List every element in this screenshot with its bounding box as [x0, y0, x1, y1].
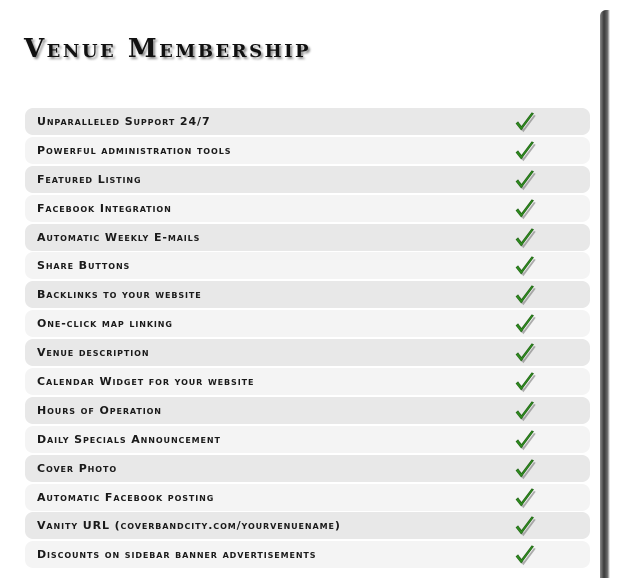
checkmark-icon [513, 514, 537, 538]
feature-label: Automatic Weekly E-mails [37, 230, 201, 244]
feature-label: Backlinks to your website [37, 288, 202, 302]
feature-row [25, 484, 590, 511]
feature-label: Calendar Widget for your website [37, 375, 255, 389]
panel-edge-shadow [600, 10, 610, 578]
feature-row [25, 166, 590, 193]
feature-row [25, 339, 590, 366]
feature-row [25, 137, 590, 164]
feature-label: Cover Photo [37, 461, 118, 475]
feature-row [25, 252, 590, 279]
feature-label: Discounts on sidebar banner advertisements [37, 548, 317, 562]
checkmark-icon [513, 312, 537, 336]
feature-row [25, 310, 590, 337]
checkmark-icon [513, 254, 537, 278]
feature-row [25, 541, 590, 568]
feature-label: Share Buttons [37, 259, 131, 273]
checkmark-icon [513, 543, 537, 567]
feature-row [25, 397, 590, 424]
feature-row [25, 368, 590, 395]
feature-label: Powerful administration tools [37, 143, 232, 157]
feature-label: Featured Listing [37, 172, 142, 186]
feature-row [25, 455, 590, 482]
checkmark-icon [513, 457, 537, 481]
feature-label: One-click map linking [37, 317, 173, 331]
checkmark-icon [513, 168, 537, 192]
feature-label: Unparalleled Support 24/7 [37, 115, 211, 128]
feature-row [25, 281, 590, 308]
feature-row [25, 195, 590, 222]
feature-row [25, 512, 590, 539]
feature-row [25, 108, 590, 135]
checkmark-icon [513, 428, 537, 452]
checkmark-icon [513, 370, 537, 394]
checkmark-icon [513, 139, 537, 163]
checkmark-icon [513, 341, 537, 365]
checkmark-icon [513, 226, 537, 250]
feature-label: Vanity URL (coverbandcity.com/yourvenuename) [37, 519, 341, 533]
checkmark-icon [513, 283, 537, 307]
feature-list [25, 108, 590, 570]
feature-label: Hours of Operation [37, 403, 162, 417]
feature-label: Daily Specials Announcement [37, 432, 221, 446]
checkmark-icon [513, 197, 537, 221]
feature-label: Automatic Facebook posting [37, 490, 215, 504]
feature-label: Venue description [37, 346, 150, 360]
page-title: Venue Membership [24, 34, 312, 64]
feature-row [25, 426, 590, 453]
checkmark-icon [513, 110, 537, 134]
checkmark-icon [513, 399, 537, 423]
feature-row [25, 224, 590, 251]
checkmark-icon [513, 486, 537, 510]
feature-label: Facebook Integration [37, 201, 172, 215]
